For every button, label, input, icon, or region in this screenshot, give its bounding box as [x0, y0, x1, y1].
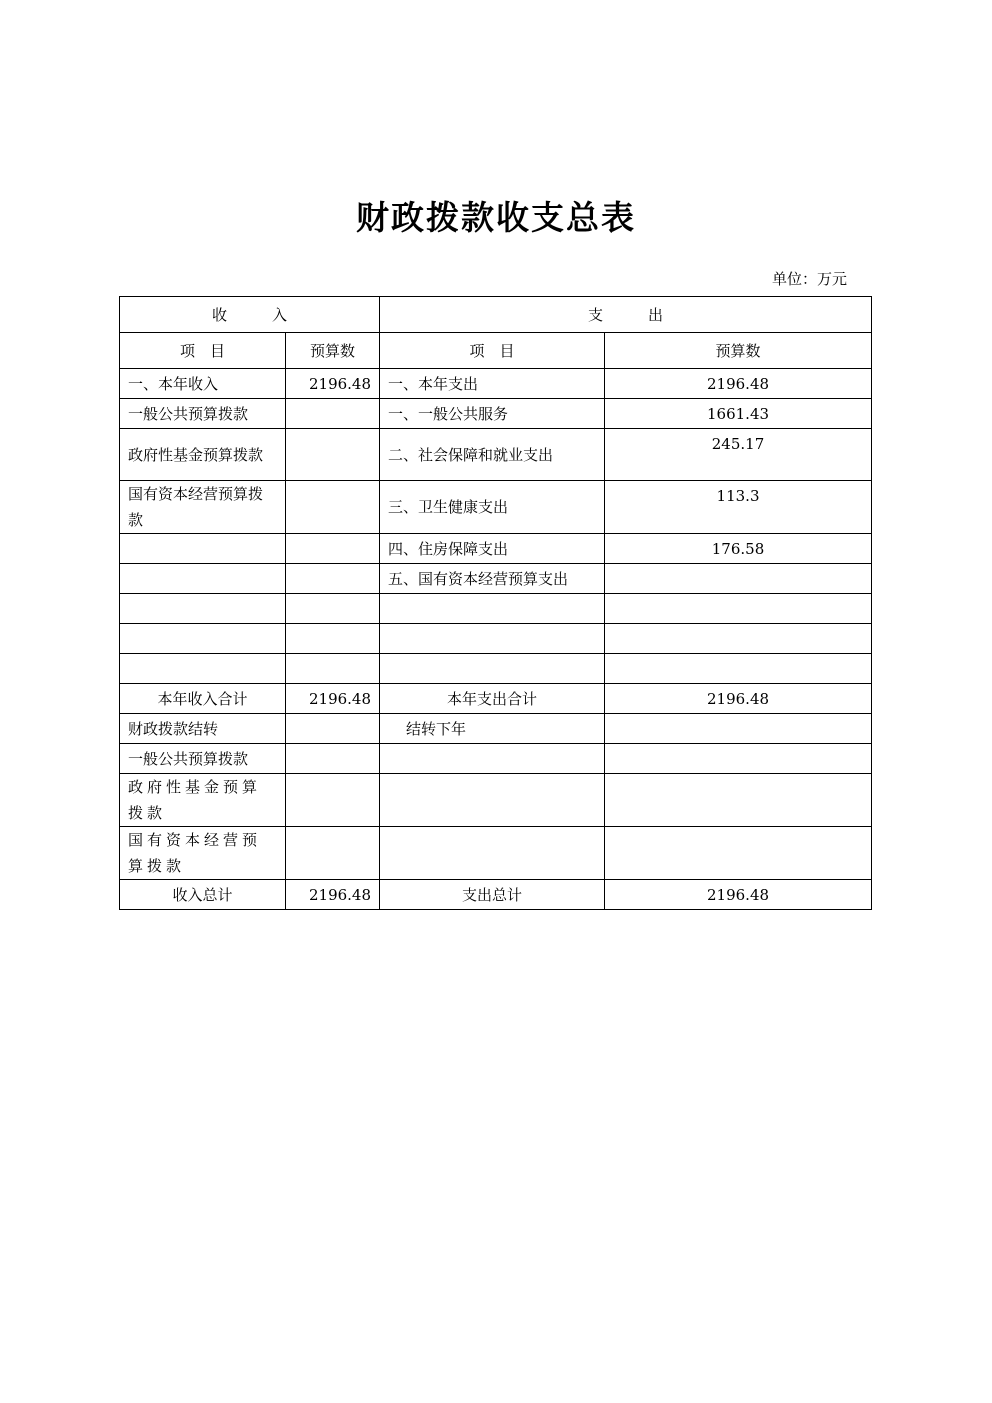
expense-value: 176.58	[605, 534, 872, 564]
income-item: 国有资本经营预算拨款	[120, 481, 286, 534]
income-total-value: 2196.48	[286, 880, 380, 910]
expense-total-value: 2196.48	[605, 880, 872, 910]
expense-item: 一、本年支出	[380, 369, 605, 399]
income-value	[286, 481, 380, 534]
expense-item: 二、社会保障和就业支出	[380, 429, 605, 481]
income-value	[286, 774, 380, 827]
table-row	[120, 481, 872, 534]
income-subtotal-value: 2196.48	[286, 684, 380, 714]
income-item: 一般公共预算拨款	[120, 399, 286, 429]
income-item: 政府性基金预算拨款	[120, 429, 286, 481]
header-row-sections	[120, 297, 872, 333]
expense-budget-header: 预算数	[605, 333, 872, 369]
expense-value	[605, 624, 872, 654]
income-item: 一、本年收入	[120, 369, 286, 399]
income-item: 一般公共预算拨款	[120, 744, 286, 774]
income-value	[286, 654, 380, 684]
table-row	[120, 534, 872, 564]
expense-item	[380, 827, 605, 880]
page-title: 财政拨款收支总表	[356, 198, 636, 237]
income-value	[286, 744, 380, 774]
income-value	[286, 429, 380, 481]
income-value	[286, 827, 380, 880]
income-item	[120, 534, 286, 564]
expense-item: 四、住房保障支出	[380, 534, 605, 564]
income-item	[120, 624, 286, 654]
expense-value	[605, 564, 872, 594]
expense-item: 三、卫生健康支出	[380, 481, 605, 534]
table-row	[120, 714, 872, 744]
income-item: 政府性基金预算拨款	[120, 774, 286, 827]
income-item	[120, 654, 286, 684]
income-section-header: 收 入	[120, 297, 380, 333]
income-value	[286, 714, 380, 744]
income-subtotal-label: 本年收入合计	[120, 684, 286, 714]
unit-label: 单位：万元	[772, 270, 848, 288]
income-item: 财政拨款结转	[120, 714, 286, 744]
expense-item-header: 项 目	[380, 333, 605, 369]
table-row-total	[120, 880, 872, 910]
expense-total-label: 支出总计	[380, 880, 605, 910]
header-row-columns	[120, 333, 872, 369]
table-row	[120, 564, 872, 594]
table-row	[120, 654, 872, 684]
table-row	[120, 774, 872, 827]
expense-item	[380, 594, 605, 624]
expense-item: 一、一般公共服务	[380, 399, 605, 429]
table-row	[120, 624, 872, 654]
income-value	[286, 534, 380, 564]
income-item	[120, 564, 286, 594]
expense-value	[605, 714, 872, 744]
expense-value	[605, 594, 872, 624]
table-row-subtotal	[120, 684, 872, 714]
table-row	[120, 827, 872, 880]
expense-item: 五、国有资本经营预算支出	[380, 564, 605, 594]
income-item-header: 项 目	[120, 333, 286, 369]
expense-value	[605, 827, 872, 880]
income-value	[286, 399, 380, 429]
income-total-label: 收入总计	[120, 880, 286, 910]
expense-value: 113.3	[605, 481, 872, 534]
expense-subtotal-label: 本年支出合计	[380, 684, 605, 714]
expense-section-header: 支 出	[380, 297, 872, 333]
expense-item	[380, 774, 605, 827]
income-value	[286, 564, 380, 594]
expense-subtotal-value: 2196.48	[605, 684, 872, 714]
table-row	[120, 594, 872, 624]
table-row	[120, 399, 872, 429]
income-item: 国有资本经营预算拨款	[120, 827, 286, 880]
income-budget-header: 预算数	[286, 333, 380, 369]
income-item	[120, 594, 286, 624]
expense-value: 1661.43	[605, 399, 872, 429]
income-value	[286, 624, 380, 654]
expense-value: 2196.48	[605, 369, 872, 399]
income-value: 2196.48	[286, 369, 380, 399]
expense-item	[380, 744, 605, 774]
expense-item	[380, 624, 605, 654]
income-value	[286, 594, 380, 624]
expense-value	[605, 744, 872, 774]
expense-value	[605, 774, 872, 827]
expense-value	[605, 654, 872, 684]
table-row	[120, 744, 872, 774]
budget-summary-table	[119, 296, 872, 910]
expense-value: 245.17	[605, 429, 872, 481]
table-row	[120, 429, 872, 481]
table-row	[120, 369, 872, 399]
expense-item	[380, 654, 605, 684]
expense-item: 结转下年	[380, 714, 605, 744]
